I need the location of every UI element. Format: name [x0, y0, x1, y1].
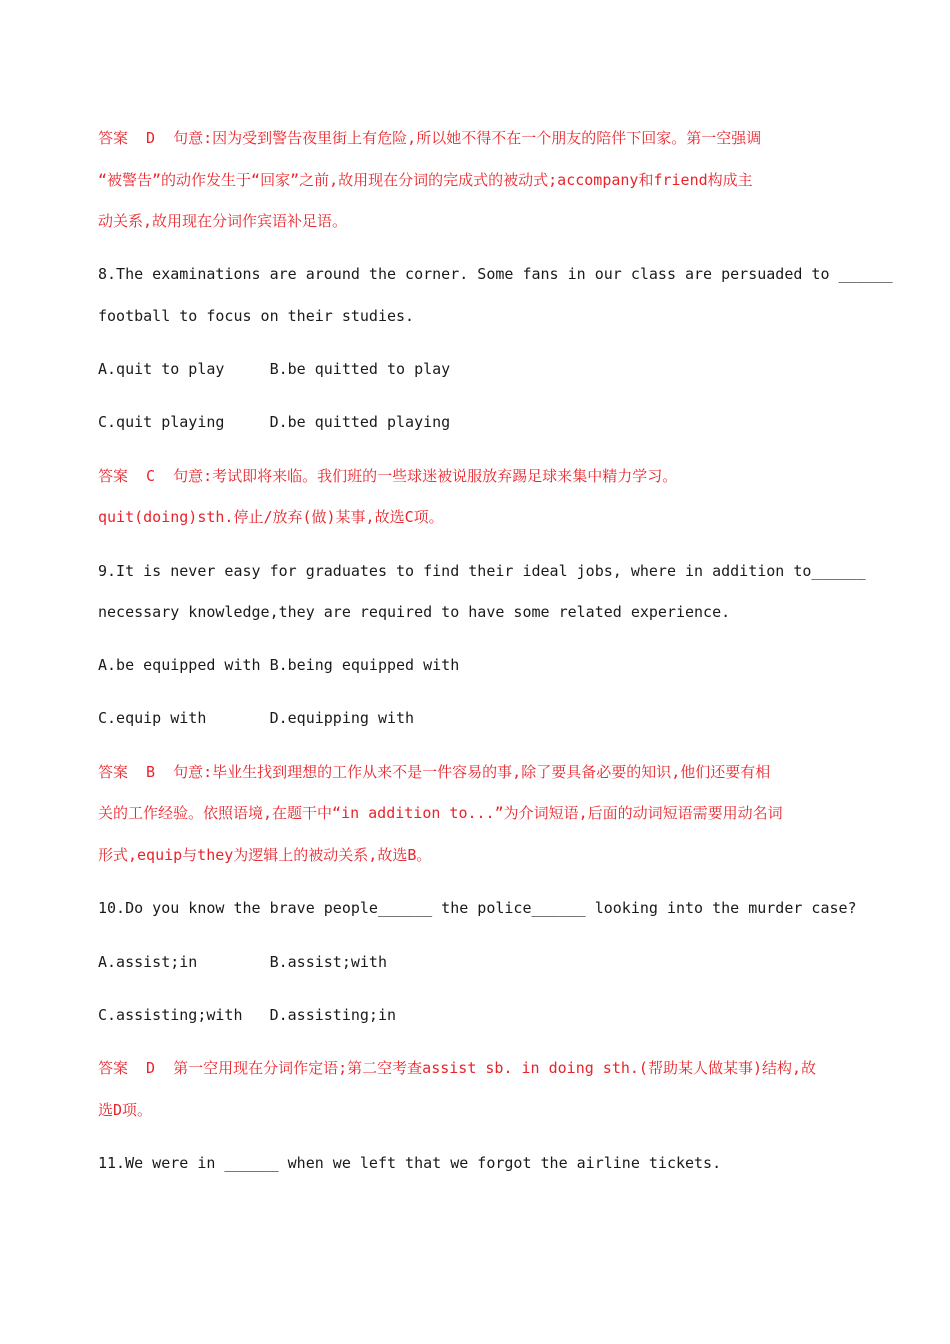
question-9-line-2: necessary knowledge,they are required to have some related experience.: [98, 603, 731, 621]
answer-9-line-2: 关的工作经验。依照语境,在题干中“in addition to...”为介词短语,后面的动词短语需要用动名词: [98, 804, 783, 822]
answer-9-line-3: 形式,equip与they为逻辑上的被动关系,故选B。: [98, 846, 432, 864]
answer-7-line-3: 动关系,故用现在分词作宾语补足语。: [98, 212, 348, 230]
answer-7-line-1: 答案 D 句意:因为受到警告夜里街上有危险,所以她不得不在一个朋友的陪伴下回家。第一空强调: [98, 129, 762, 147]
answer-7-line-2: “被警告”的动作发生于“回家”之前,故用现在分词的完成式的被动式;accompany和friend构成主: [98, 171, 753, 189]
question-9-options-ab: A.be equipped with B.being equipped with: [98, 656, 460, 674]
question-8-options-ab: A.quit to play B.be quitted to play: [98, 360, 451, 378]
question-10-options-ab: A.assist;in B.assist;with: [98, 953, 387, 971]
question-10-options-cd: C.assisting;with D.assisting;in: [98, 1006, 397, 1024]
question-9-options-cd: C.equip with D.equipping with: [98, 709, 415, 727]
question-11-line-1: 11.We were in ______ when we left that we forgot the airline tickets.: [98, 1154, 722, 1172]
question-8-options-cd: C.quit playing D.be quitted playing: [98, 413, 451, 431]
question-9-line-1: 9.It is never easy for graduates to find their ideal jobs, where in addition to______: [98, 562, 866, 580]
question-8-line-2: football to focus on their studies.: [98, 307, 415, 325]
question-8-line-1: 8.The examinations are around the corner. Some fans in our class are persuaded to ______: [98, 265, 893, 283]
answer-10-line-2: 选D项。: [98, 1101, 153, 1119]
answer-10-line-1: 答案 D 第一空用现在分词作定语;第二空考查assist sb. in doing sth.(帮助某人做某事)结构,故: [98, 1059, 817, 1077]
question-10-line-1: 10.Do you know the brave people______ the police______ looking into the murder case?: [98, 899, 857, 917]
answer-9-line-1: 答案 B 句意:毕业生找到理想的工作从来不是一件容易的事,除了要具备必要的知识,他们还要有相: [98, 763, 771, 781]
answer-8-line-1: 答案 C 句意:考试即将来临。我们班的一些球迷被说服放弃踢足球来集中精力学习。: [98, 467, 678, 485]
answer-8-line-2: quit(doing)sth.停止/放弃(做)某事,故选C项。: [98, 508, 444, 526]
